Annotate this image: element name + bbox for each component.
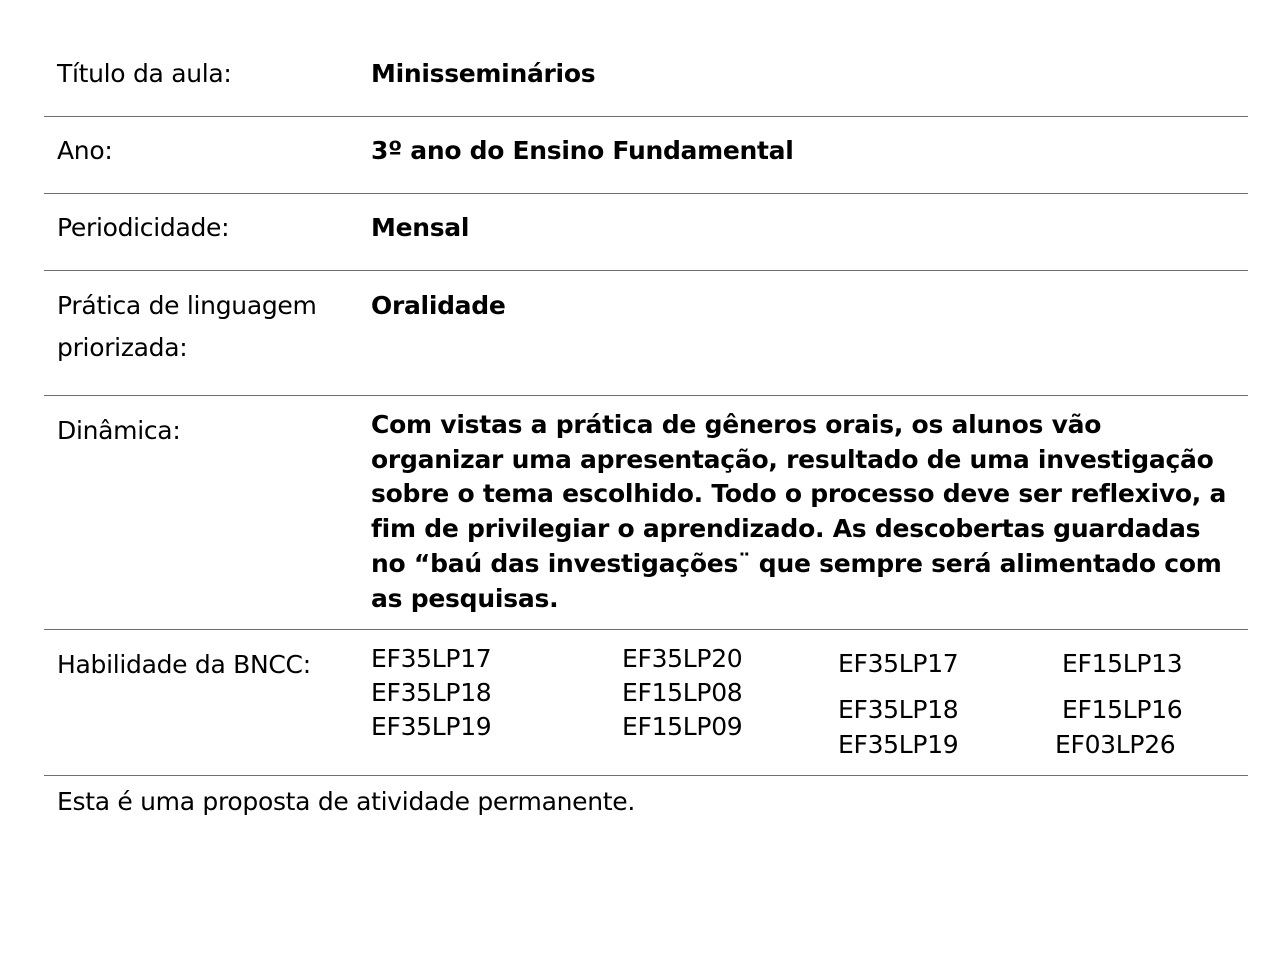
titulo-label: Título da aula:: [57, 59, 232, 88]
skill-code: EF15LP08: [622, 678, 743, 707]
row-ano: [44, 117, 1248, 194]
skill-code: EF35LP18: [371, 678, 492, 707]
skill-code: EF35LP19: [838, 730, 959, 759]
dinamica-value: Com vistas a prática de gêneros orais, os alunos vão organizar uma apresentação, resultado de uma investigação sobre o tema escolhido. Todo o processo deve ser reflexivo, a fim de privilegiar o aprendizado. As descobertas guardadas no “baú das investigações¨ que sempre será alimentado com as pesquisas.: [371, 410, 1227, 613]
row-pratica: [44, 271, 1248, 396]
skill-code: EF35LP20: [622, 644, 743, 673]
ano-label: Ano:: [57, 136, 113, 165]
row-periodicidade: [44, 194, 1248, 271]
ano-value: 3º ano do Ensino Fundamental: [371, 136, 794, 165]
skill-code: EF15LP13: [1062, 649, 1183, 678]
pratica-label-line2: priorizada:: [57, 333, 188, 362]
row-habilidade: [44, 630, 1248, 776]
periodicidade-value: Mensal: [371, 213, 470, 242]
pratica-label: [57, 285, 317, 369]
pratica-label-line1: Prática de linguagem: [57, 291, 317, 320]
footer-note: Esta é uma proposta de atividade permanente.: [57, 787, 635, 816]
pratica-value: Oralidade: [371, 291, 506, 320]
row-dinamica: [44, 396, 1248, 630]
periodicidade-label: Periodicidade:: [57, 213, 230, 242]
skill-code: EF15LP16: [1062, 695, 1183, 724]
dinamica-label: Dinâmica:: [57, 416, 181, 445]
skill-code: EF35LP18: [838, 695, 959, 724]
skill-code: EF03LP26: [1055, 730, 1176, 759]
row-titulo: [44, 40, 1248, 117]
skill-code: EF35LP17: [838, 649, 959, 678]
skill-code: EF35LP17: [371, 644, 492, 673]
titulo-value: Minisseminários: [371, 59, 596, 88]
skill-code: EF35LP19: [371, 712, 492, 741]
habilidade-label: Habilidade da BNCC:: [57, 650, 311, 679]
skill-code: EF15LP09: [622, 712, 743, 741]
